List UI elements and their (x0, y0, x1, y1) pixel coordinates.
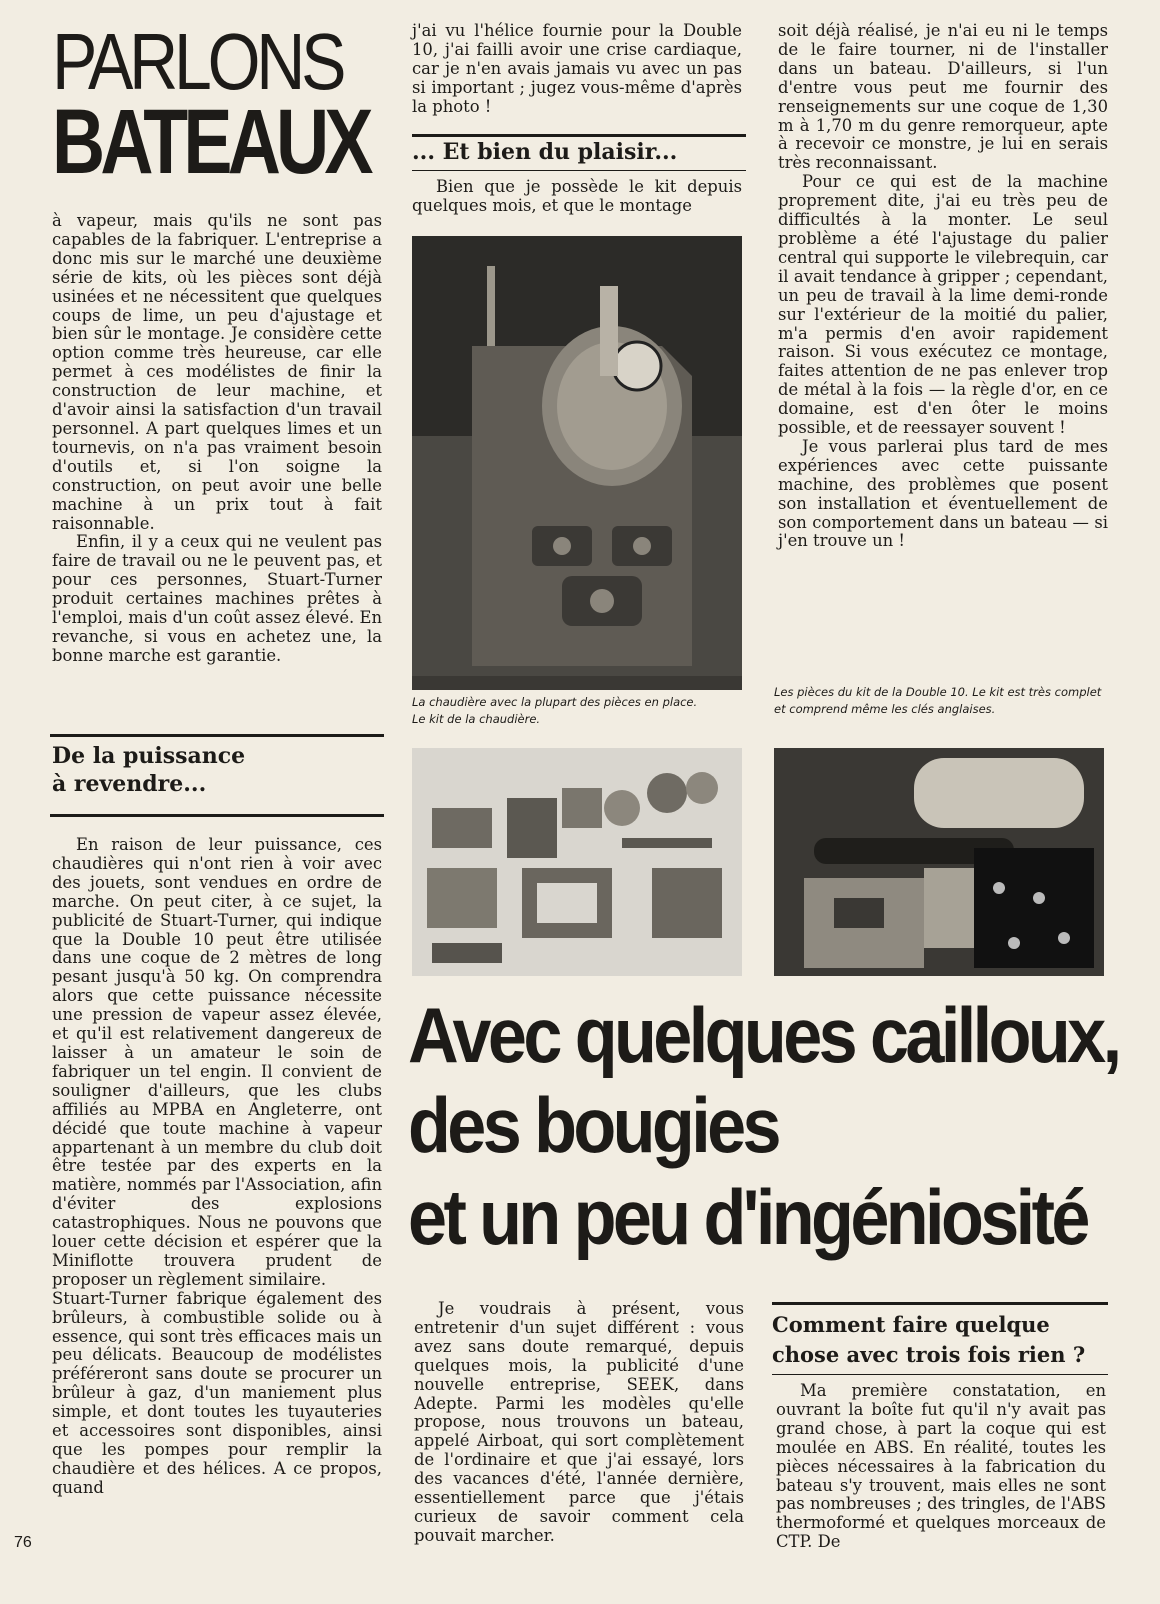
article-2-paragraph-1: Ma première constatation, en ouvrant la boîte fut qu'il n'y avait pas grand chose, à part la coque qui est moulée en ABS. En réalité, toutes les pièces nécessaires à la fabrication du bateau s'y trouvent, mais elles ne sont pas nombreuses ; des tringles, de l'ABS thermoformé et quelques morceaux de CTP. De (776, 1381, 1106, 1552)
column-2-top (412, 22, 742, 117)
caption-boiler (412, 694, 752, 728)
caption-boiler-line: La chaudière avec la plupart des pièces en place. (412, 695, 698, 709)
col2-paragraph-1: j'ai vu l'hélice fournie pour la Double 10, j'ai failli avoir une crise cardiaque, car je n'en avais jamais vu avec un pas si important ; jugez vous-même d'après la photo ! (412, 21, 742, 116)
caption-double10: Les pièces du kit de la Double 10. Le kit est très complet et comprend même les clés anglaises. (774, 685, 1102, 716)
heading-line-2: à revendre... (52, 771, 207, 797)
photo-boiler (412, 236, 742, 690)
article-2-right-column (776, 1382, 1106, 1552)
col1-paragraph-3: En raison de leur puissance, ces chaudières qui n'ont rien à voir avec des jouets, sont vendues en ordre de marche. On peut citer, à ce sujet, la publicité de Stuart-Turner, qui indique que la Double 10 peut être utilisée dans une coque de 2 mètres de long pesant jusqu'à 50 kg. On comprendra alors que cette puissance nécessite une pression de vapeur assez élevée, et qu'il est relativement dangereux de laisser à un amateur le soin de fabriquer un tel engin. Il convient de souligner d'ailleurs, que les clubs affiliés au MPBA en Angleterre, ont décidé que toute machine à vapeur appartenant à un membre du club doit être testée par des experts en la matière, nommés par l'Association, afin d'éviter des explosions catastrophiques. Nous ne pouvons que louer cette décision et espérer que la Miniflotte trouvera prudent de proposer un règlement similaire. (52, 835, 382, 1289)
masthead (52, 17, 392, 193)
article-2-intro-column (414, 1300, 744, 1546)
masthead-line1: PARLONS (52, 17, 343, 106)
photo-double10-kit (774, 748, 1104, 976)
col1-paragraph-1: à vapeur, mais qu'ils ne sont pas capables de la fabriquer. L'entreprise a donc mis sur le marché une deuxième série de kits, où les pièces sont déjà usinées et ne nécessitent que quelques coups de lime, un peu d'ajustage et bien sûr le montage. Je considère cette option comme très heureuse, car elle permet à ces modélistes de finir la construction de leur machine, et d'avoir ainsi la satisfaction d'un travail personnel. A part quelques limes et un tournevis, on n'a pas vraiment besoin d'outils et, si l'on soigne la construction, on peut avoir une belle machine à un prix tout à fait raisonnable. (52, 211, 382, 533)
column-1-top (52, 212, 382, 666)
column-2-second (412, 178, 742, 216)
col1-paragraph-4: Stuart-Turner fabrique également des brûleurs, à combustible solide ou à essence, qui sont très efficaces mais un peu délicats. Beaucoup de modélistes préféreront sans doute se procurer un brûleur à gaz, d'un maniement plus simple, et dont toutes les tuyauteries et accessoires sont disponibles, ainsi que les pompes pour remplir la chaudière et des hélices. A ce propos, quand (52, 1288, 382, 1497)
col3-paragraph-1: soit déjà réalisé, je n'ai eu ni le temps de le faire tourner, ni de l'installer dans un bateau. D'ailleurs, si l'un d'entre vous peut me fournir des renseignements sur une coque de 1,30 m à 1,70 m du genre remorqueur, apte à recevoir ce monstre, je lui en serais très reconnaissant. (778, 21, 1108, 173)
masthead-line2: BATEAUX (52, 91, 369, 193)
col2-paragraph-2: Bien que je possède le kit depuis quelques mois, et que le montage (412, 177, 742, 215)
heading-line-1: De la puissance (52, 743, 246, 769)
article-2-heading (772, 1310, 1108, 1370)
col3-paragraph-3: Je vous parlerai plus tard de mes expériences avec cette puissante machine, des problèmes que posent son installation et éventuellement de son comportement dans un bateau — si j'en trouve un ! (778, 436, 1108, 551)
col2-rule-top (412, 134, 746, 137)
section-rule-bottom (50, 814, 384, 817)
photo-boiler-kit (412, 748, 742, 976)
section-rule-top (50, 734, 384, 737)
article-2-heading-rule-bottom (772, 1374, 1108, 1375)
article-2-heading-line-1: Comment faire quelque (772, 1312, 1050, 1337)
caption-boiler-kit-line: Le kit de la chaudière. (412, 712, 541, 726)
page-number: 76 (14, 1534, 32, 1551)
article-2-title-line-3: et un peu d'ingéniosité (408, 1173, 1087, 1261)
column-3 (778, 22, 1108, 551)
boiler-image (412, 236, 742, 690)
double10-kit-image (774, 748, 1104, 976)
article-2-title-line-2: des bougies (408, 1081, 778, 1169)
article-2-heading-rule-top (772, 1302, 1108, 1305)
column-1-bottom (52, 836, 382, 1498)
section-heading-plaisir: ... Et bien du plaisir... (412, 139, 678, 165)
boiler-kit-image (412, 748, 742, 976)
article-2-intro: Je voudrais à présent, vous entretenir d'un sujet différent : vous avez sans doute remarqué, depuis quelques mois, la publicité d'une nouvelle entreprise, SEEK, dans Adepte. Parmi les modèles qu'elle propose, nous trouvons un bateau, appelé Airboat, qui sort complètement de l'ordinaire et que j'ai essayé, lors des vacances d'été, l'année dernière, essentiellement parce que j'étais curieux de savoir comment cela pouvait marcher. (414, 1299, 744, 1545)
col3-paragraph-2: Pour ce qui est de la machine proprement dite, j'ai eu très peu de difficultés à la monter. Le seul problème a été l'ajustage du palier central qui supporte le vilebrequin, car il avait tendance à gripper ; cependant, un peu de travail à la lime demi-ronde sur l'extérieur de la moitié du palier, m'a permis d'en avoir rapidement raison. Si vous exécutez ce montage, faites attention de ne pas enlever trop de métal à la fois — la règle d'or, en ce domaine, est d'en ôter le moins possible, et de reessayer souvent ! (778, 172, 1108, 438)
section-heading-puissance (52, 742, 382, 798)
col2-rule-bottom (412, 170, 746, 171)
article-2-title-line-1: Avec quelques cailloux, (408, 991, 1119, 1079)
article-2-heading-line-2: chose avec trois fois rien ? (772, 1342, 1086, 1367)
col1-paragraph-2: Enfin, il y a ceux qui ne veulent pas faire de travail ou ne le peuvent pas, et pour ces personnes, Stuart-Turner produit certaines machines prêtes à l'emploi, mais d'un coût assez élevé. En revanche, si vous en achetez une, la bonne marche est garantie. (52, 532, 382, 665)
